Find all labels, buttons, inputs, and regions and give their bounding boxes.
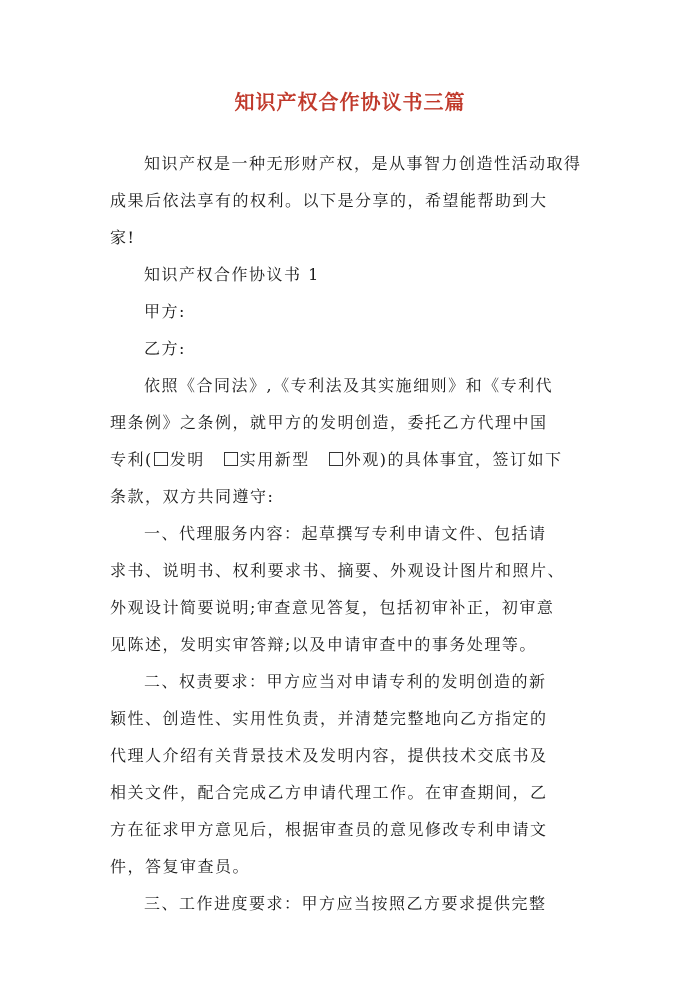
intro-paragraph	[110, 145, 580, 256]
clause-line: 一、代理服务内容：起草撰写专利申请文件、包括请	[144, 524, 547, 543]
clause-1-paragraph	[110, 515, 580, 663]
agreement-heading: 知识产权合作协议书 1	[144, 265, 320, 284]
clause-line: 件，答复审查员。	[110, 857, 251, 876]
checkbox-design[interactable]	[329, 452, 343, 466]
clause-line: 求书、说明书、权利要求书、摘要、外观设计图片和照片、	[110, 561, 566, 580]
option-utility-label: 实用新型	[239, 450, 310, 469]
preamble-line-suffix: 的具体事宜，签订如下	[387, 450, 563, 469]
preamble-line-prefix: 专利(	[110, 450, 153, 469]
document-body	[110, 145, 580, 922]
clause-line: 颖性、创造性、实用性负责，并清楚完整地向乙方指定的	[110, 709, 548, 728]
preamble-paragraph	[110, 367, 580, 515]
option-invention-label: 发明	[169, 450, 205, 469]
party-b-label: 乙方:	[144, 339, 186, 358]
clause-line: 相关文件，配合完成乙方申请代理工作。在审查期间，乙	[110, 783, 548, 802]
clause-line: 二、权责要求：甲方应当对申请专利的发明创造的新	[144, 672, 547, 691]
clause-line: 三、工作进度要求：甲方应当按照乙方要求提供完整	[144, 894, 547, 913]
preamble-line: 理条例》之条例，就甲方的发明创造，委托乙方代理中国	[110, 413, 548, 432]
preamble-line: 条款，双方共同遵守:	[110, 487, 275, 506]
intro-line: 知识产权是一种无形财产权，是从事智力创造性活动取得	[144, 154, 582, 173]
intro-line: 家!	[110, 228, 136, 247]
clause-line: 见陈述，发明实审答辩;以及申请审查中的事务处理等。	[110, 635, 537, 654]
clause-3-paragraph	[110, 885, 580, 922]
clause-line: 方在征求甲方意见后，根据审查员的意见修改专利申请文	[110, 820, 548, 839]
party-a-label: 甲方:	[144, 302, 186, 321]
document-title: 知识产权合作协议书三篇	[234, 90, 466, 114]
clause-2-paragraph	[110, 663, 580, 885]
preamble-options-line	[110, 441, 580, 478]
intro-line: 成果后依法享有的权利。以下是分享的，希望能帮助到大	[110, 191, 548, 210]
clause-line: 代理人介绍有关背景技术及发明内容，提供技术交底书及	[110, 746, 548, 765]
option-design-label: 外观)	[344, 450, 388, 469]
checkbox-utility-model[interactable]	[224, 452, 238, 466]
checkbox-invention[interactable]	[154, 452, 168, 466]
preamble-line: 依照《合同法》,《专利法及其实施细则》和《专利代	[144, 376, 554, 395]
clause-line: 外观设计简要说明;审查意见答复，包括初审补正，初审意	[110, 598, 555, 617]
